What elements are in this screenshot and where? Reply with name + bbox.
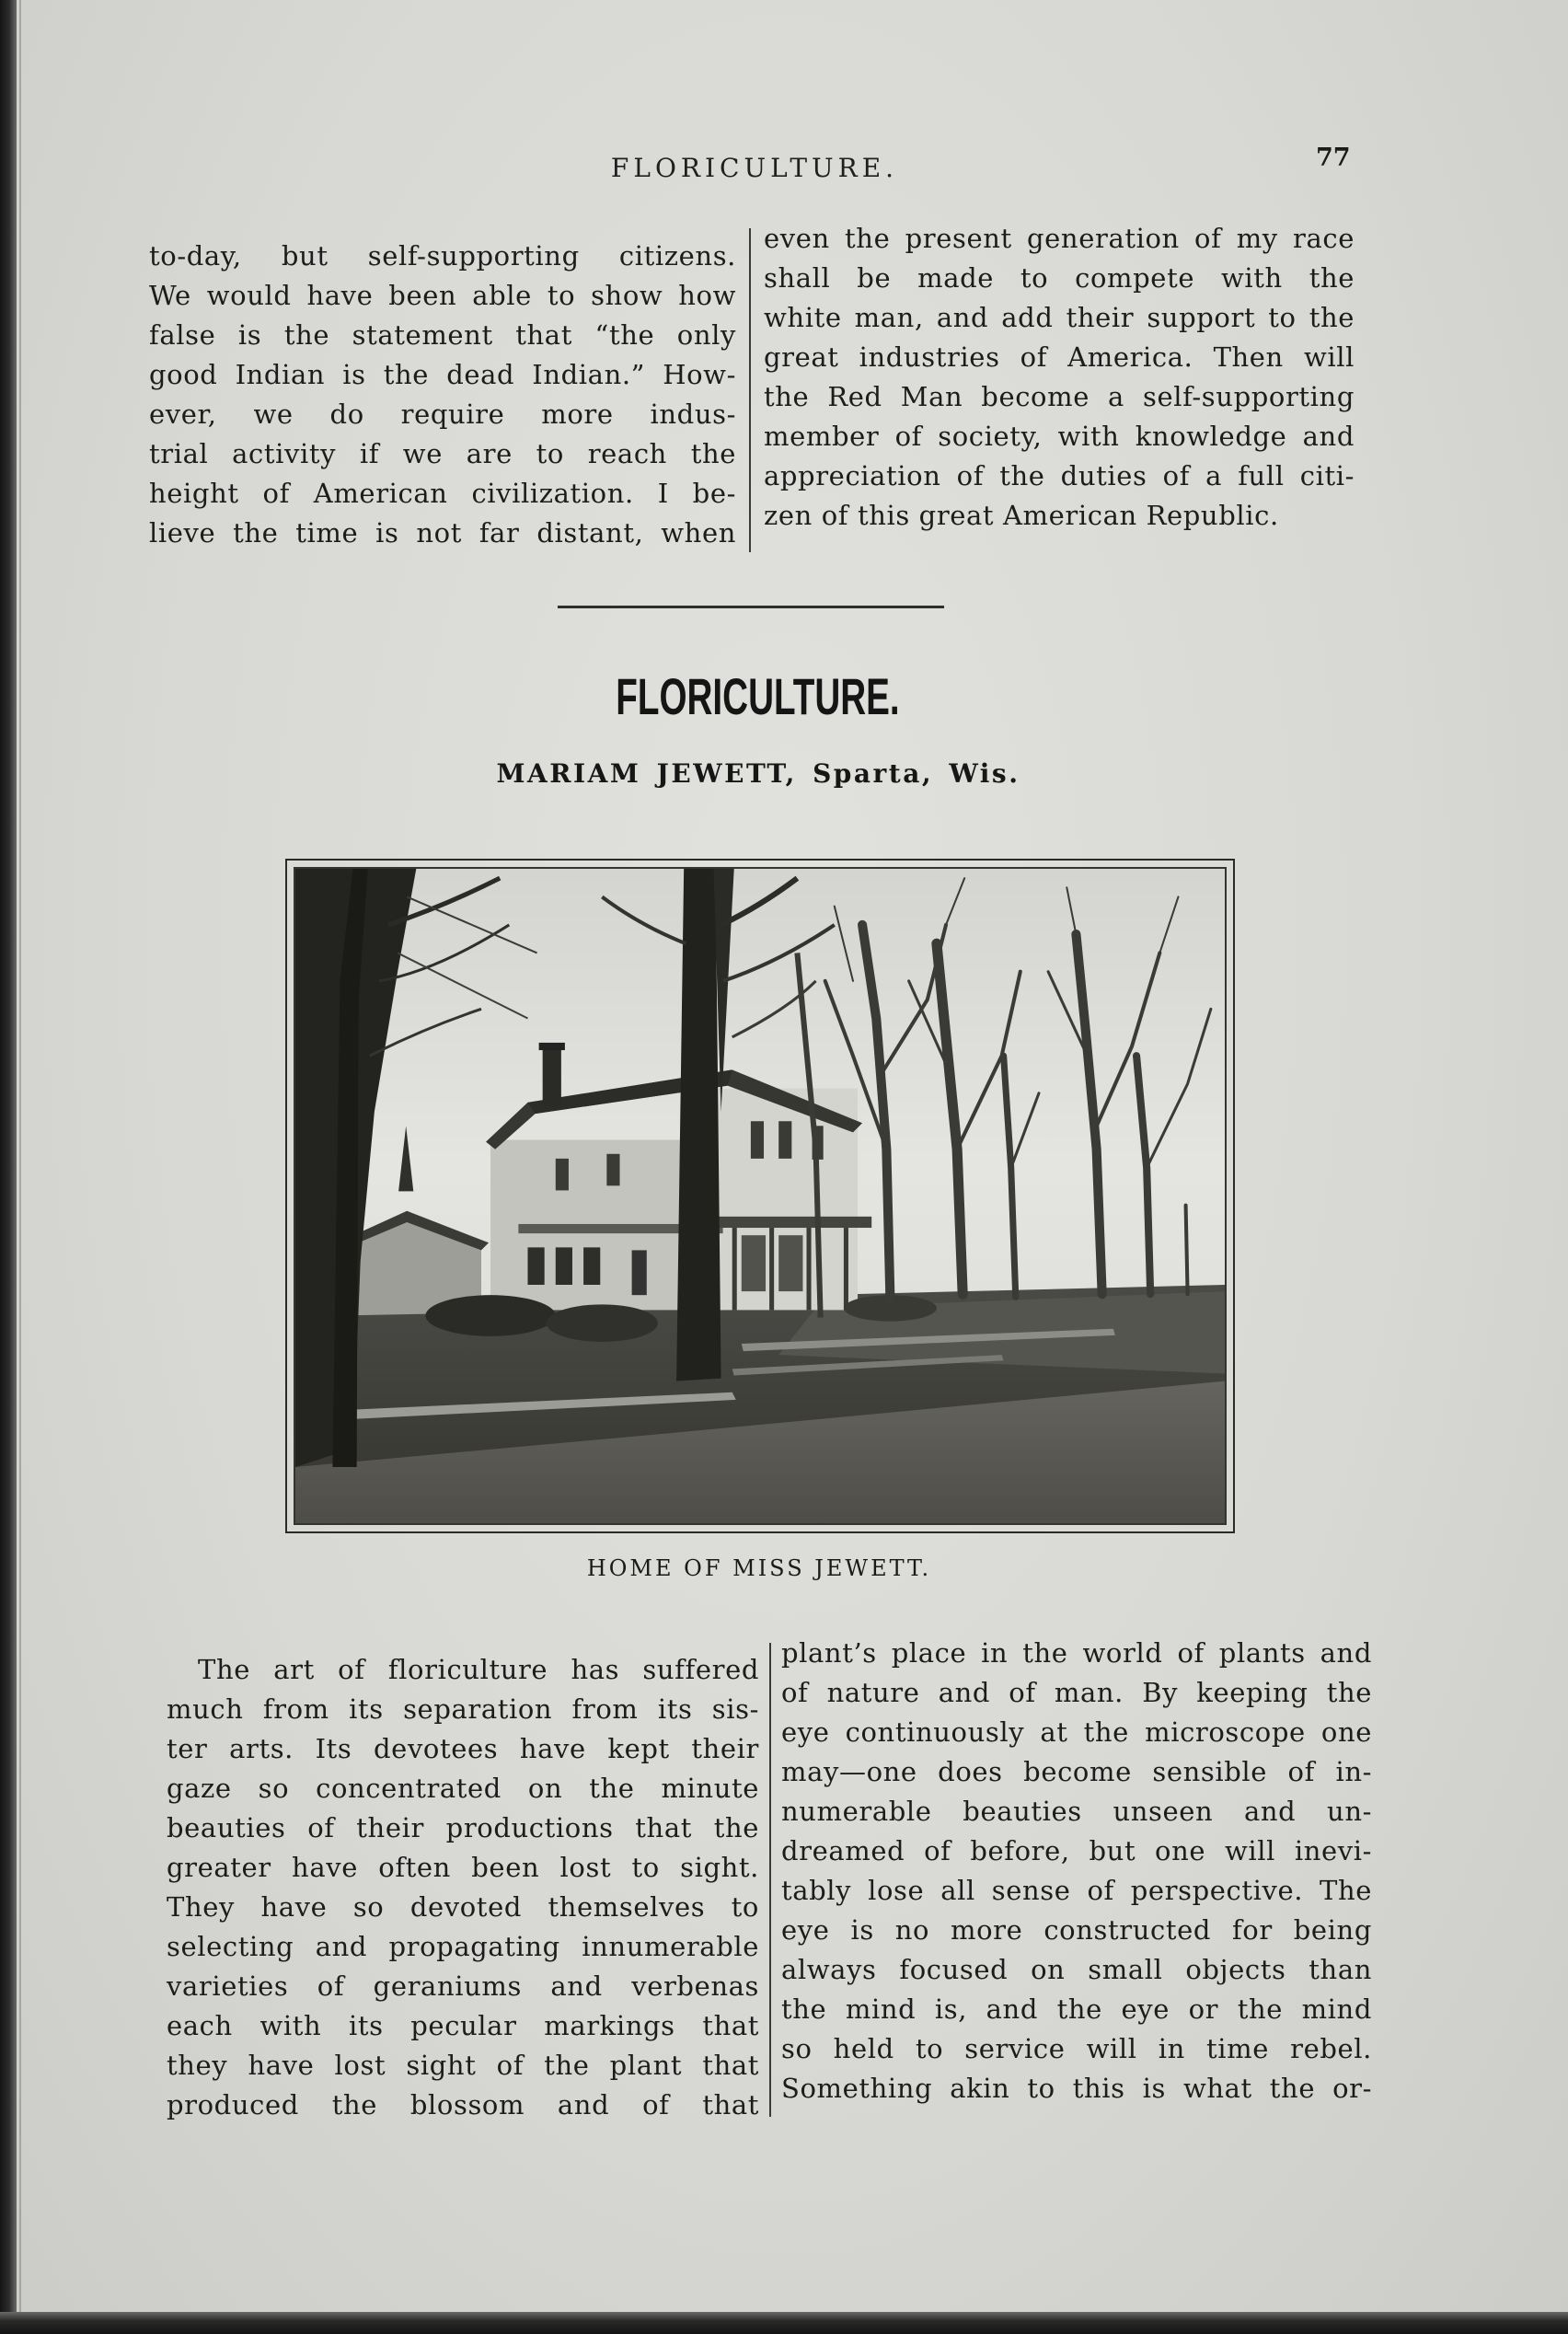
text-line: good Indian is the dead Indian.” How- [149, 359, 736, 390]
text-line: they have lost sight of the plant that [167, 2050, 759, 2081]
text-line: false is the statement that “the only [149, 319, 736, 351]
previous-article-right-column [764, 219, 1355, 536]
article-title-text: FLORICULTURE. [615, 667, 900, 725]
page-edge-left [0, 0, 17, 2334]
text-line: varieties of geraniums and verbenas [167, 1970, 759, 2002]
text-line: selecting and propagating innumerable [167, 1931, 759, 1962]
text-line: always focused on small objects than [781, 1954, 1372, 1985]
text-line: produced the blossom and of that [167, 2089, 759, 2120]
text-line: numerable beauties unseen and un- [781, 1796, 1372, 1827]
text-line: plant’s place in the world of plants and [781, 1637, 1372, 1669]
article-byline: MARIAM JEWETT, Sparta, Wis. [496, 758, 1020, 789]
text-line: ter arts. Its devotees have kept their [167, 1733, 759, 1764]
text-line: appreciation of the duties of a full citi- [764, 460, 1355, 491]
photo-home-of-miss-jewett [294, 867, 1227, 1525]
text-line: so held to service will in time rebel. [781, 2033, 1372, 2064]
text-line: to-day, but self-supporting citizens. [149, 240, 736, 272]
text-line: beauties of their productions that the [167, 1812, 759, 1843]
house-photograph [295, 869, 1225, 1523]
text-line: ever, we do require more indus- [149, 399, 736, 430]
text-line: We would have been able to show how [149, 280, 736, 311]
text-line: zen of this great American Republic. [764, 500, 1279, 531]
text-line: even the present generation of my race [764, 223, 1355, 254]
previous-article-left-column [149, 237, 736, 553]
text-line: white man, and add their support to the [764, 302, 1355, 333]
text-line: may—one does become sensible of in- [781, 1756, 1372, 1787]
text-line: much from its separation from its sis- [167, 1693, 759, 1725]
text-line: height of American civilization. I be- [149, 478, 736, 509]
text-line: member of society, with knowledge and [764, 421, 1355, 452]
page-gutter-line [19, 0, 21, 2334]
text-line: lieve the time is not far distant, when [149, 517, 736, 549]
text-line: the Red Man become a self-supporting [764, 381, 1355, 412]
page-number: 77 [1316, 144, 1351, 172]
text-line: They have so devoted themselves to [167, 1891, 759, 1923]
text-line: greater have often been lost to sight. [167, 1852, 759, 1883]
running-head-title: FLORICULTURE. [610, 153, 899, 183]
text-line: Something akin to this is what the or- [781, 2073, 1372, 2104]
page-edge-bottom [0, 2312, 1568, 2334]
section-divider [558, 606, 944, 608]
article-left-column [167, 1650, 759, 2125]
article-right-column [781, 1634, 1372, 2109]
text-line: eye continuously at the microscope one [781, 1716, 1372, 1748]
article-title [0, 664, 1515, 729]
text-line: great industries of America. Then will [764, 341, 1355, 373]
text-line: trial activity if we are to reach the [149, 438, 736, 469]
figure-caption: HOME OF MISS JEWETT. [586, 1555, 932, 1581]
text-line: The art of floriculture has suffered [198, 1654, 759, 1685]
text-line: tably lose all sense of perspective. The [781, 1875, 1372, 1906]
column-rule [749, 228, 751, 552]
text-line: dreamed of before, but one will inevi- [781, 1835, 1372, 1866]
text-line: shall be made to compete with the [764, 262, 1355, 294]
text-line: the mind is, and the eye or the mind [781, 1993, 1372, 2025]
figure-frame [285, 859, 1235, 1533]
text-line: gaze so concentrated on the minute [167, 1773, 759, 1804]
text-line: each with its pecular markings that [167, 2010, 759, 2041]
text-line: of nature and of man. By keeping the [781, 1677, 1372, 1708]
text-line: eye is no more constructed for being [781, 1914, 1372, 1946]
column-rule [769, 1643, 771, 2117]
